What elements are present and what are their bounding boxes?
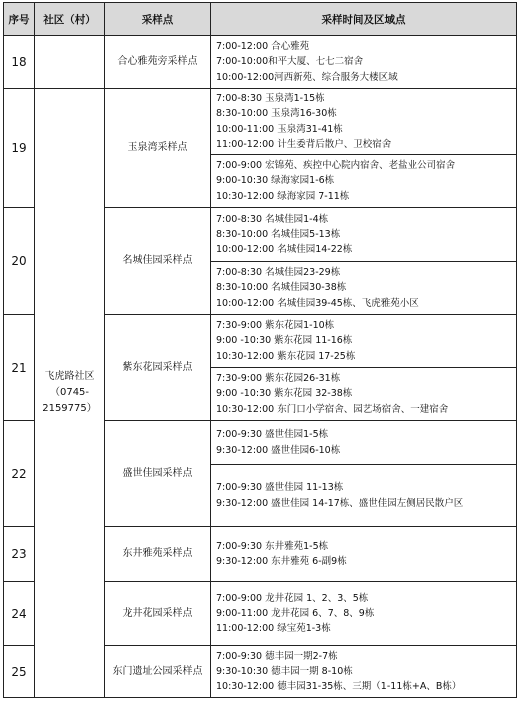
time-slot: 9:00 -10:30 紫东花园 32-38栋 [216, 388, 353, 400]
site-name: 紫东花园采样点 [105, 315, 211, 421]
community-phone-line1: （0745- [49, 387, 90, 398]
table-body [4, 36, 517, 698]
time-slots [211, 582, 517, 646]
row-number: 21 [4, 315, 35, 421]
time-slot: 8:30-10:00 玉泉湾16-30栋 [216, 108, 337, 120]
time-slot: 9:30-10:30 德丰园一期 8-10栋 [216, 665, 353, 677]
site-name: 龙井花园采样点 [105, 582, 211, 646]
time-slot: 7:00-9:30 东井雅苑1-5栋 [216, 540, 329, 552]
time-slot: 9:30-12:00 盛世佳园6-10栋 [216, 444, 341, 456]
time-slots [211, 527, 517, 582]
row-number: 18 [4, 36, 35, 89]
site-name: 东门遗址公园采样点 [105, 646, 211, 698]
time-slot: 7:00-8:30 名城佳园1-4栋 [216, 213, 329, 225]
time-slots [211, 208, 517, 262]
time-slot: 10:30-12:00 绿海家园 7-11栋 [216, 190, 350, 202]
site-name: 盛世佳园采样点 [105, 421, 211, 527]
site-name: 合心雅苑旁采样点 [105, 36, 211, 89]
site-name: 东井雅苑采样点 [105, 527, 211, 582]
time-slot: 9:30-12:00 盛世佳园 14-17栋、盛世佳园左侧居民散户区 [216, 497, 464, 509]
time-slot: 10:00-12:00河西新苑、综合服务大楼区域 [216, 71, 398, 83]
header-site: 采样点 [105, 3, 211, 36]
time-slot: 10:00-11:00 玉泉湾31-41栋 [216, 123, 343, 135]
time-slot: 7:00-9:30 盛世佳园1-5栋 [216, 429, 329, 441]
time-slots [211, 89, 517, 155]
time-slot: 9:30-12:00 东井雅苑 6-副9栋 [216, 556, 347, 567]
sampling-schedule-table [3, 2, 517, 698]
time-slots [211, 36, 517, 89]
header-community: 社区（村） [35, 3, 105, 36]
site-name: 玉泉湾采样点 [105, 89, 211, 208]
time-slot: 7:00-9:30 德丰园一期2-7栋 [216, 650, 338, 662]
time-slot: 7:00-9:00 龙井花园 1、2、3、5栋 [216, 592, 369, 604]
time-slot: 7:00-9:00 宏锦苑、疾控中心院内宿舍、老盐业公司宿舍 [216, 160, 456, 172]
time-slot: 10:30-12:00 东门口小学宿舍、园艺场宿舍、一建宿舍 [216, 403, 449, 415]
time-slot: 8:30-10:00 名城佳园5-13栋 [216, 228, 341, 240]
row-number: 23 [4, 527, 35, 582]
row-number: 22 [4, 421, 35, 527]
table-header-row [4, 3, 517, 36]
time-slot: 7:30-9:00 紫东花园1-10栋 [216, 320, 335, 332]
community-cell [35, 89, 105, 698]
row-number: 19 [4, 89, 35, 208]
community-name: 飞虎路社区 [44, 371, 95, 382]
time-slot: 7:30-9:00 紫东花园26-31栋 [216, 373, 341, 385]
time-slots [211, 465, 517, 527]
time-slots [211, 262, 517, 315]
site-name: 名城佳园采样点 [105, 208, 211, 315]
header-time: 采样时间及区域点 [211, 3, 517, 36]
row-number: 25 [4, 646, 35, 698]
time-slot: 9:00-10:30 绿海家园1-6栋 [216, 175, 335, 187]
time-slots [211, 421, 517, 465]
time-slot: 7:00-8:30 名城佳园23-29栋 [216, 267, 341, 279]
time-slot: 11:00-12:00 计生委背后散户、卫校宿舍 [216, 138, 392, 150]
time-slot: 9:00-11:00 龙井花园 6、7、8、9栋 [216, 607, 375, 619]
time-slots [211, 155, 517, 208]
time-slot: 11:00-12:00 绿宝苑1-3栋 [216, 623, 331, 635]
time-slot: 7:00-9:30 盛世佳园 11-13栋 [216, 482, 344, 494]
time-slots [211, 646, 517, 698]
time-slot: 9:00 -10:30 紫东花园 11-16栋 [216, 335, 353, 347]
table-row [4, 89, 517, 155]
time-slots [211, 315, 517, 368]
time-slot: 7:00-12:00 合心雅苑 [216, 41, 310, 53]
time-slot: 10:00-12:00 名城佳园39-45栋、飞虎雅苑小区 [216, 297, 419, 309]
community-phone-line2: 2159775） [42, 403, 97, 414]
header-no: 序号 [4, 3, 35, 36]
time-slot: 7:00-10:00和平大厦、七七二宿舍 [216, 56, 364, 68]
time-slot: 7:00-8:30 玉泉湾1-15栋 [216, 92, 325, 104]
time-slot: 8:30-10:00 名城佳园30-38栋 [216, 282, 347, 294]
row-number: 24 [4, 582, 35, 646]
time-slot: 10:00-12:00 名城佳园14-22栋 [216, 244, 353, 256]
time-slots [211, 368, 517, 421]
table-row [4, 36, 517, 89]
time-slot: 10:30-12:00 德丰园31-35栋、三期（1-11栋+A、B栋） [216, 681, 462, 693]
time-slot: 10:30-12:00 紫东花园 17-25栋 [216, 350, 356, 362]
row-number: 20 [4, 208, 35, 315]
community-cell-empty [35, 36, 105, 89]
